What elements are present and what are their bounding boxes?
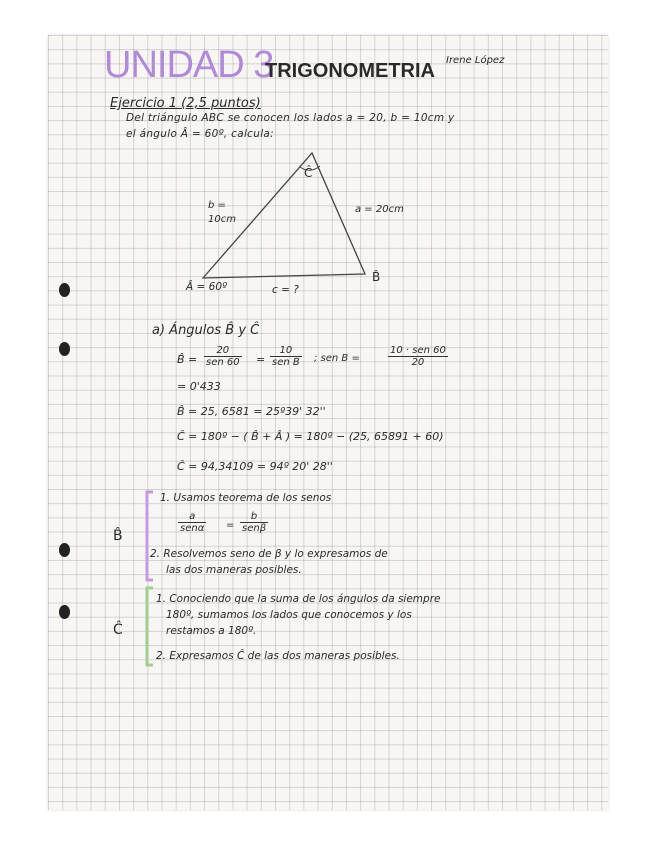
notes-b-step1: 1. Usamos teorema de los senos bbox=[160, 492, 332, 504]
unit-title: UNIDAD 3 bbox=[104, 44, 274, 86]
eq1-f1-den: sen 60 bbox=[206, 357, 240, 368]
author-name: Irene López bbox=[446, 55, 505, 66]
vertex-b-label: B̂ bbox=[372, 270, 381, 284]
eq1-f2-den: sen B̂ bbox=[272, 357, 300, 368]
eq5: Ĉ = 94,34109 = 94º 20' 28'' bbox=[177, 460, 333, 473]
side-b-label-2: 10cm bbox=[208, 214, 236, 225]
notes-c-step2: 2. Expresamos Ĉ de las dos maneras posibles. bbox=[156, 650, 400, 662]
vertex-a-label: Â = 60º bbox=[186, 281, 227, 293]
eq2: = 0'433 bbox=[177, 380, 221, 393]
notes-b-step2-line1: 2. Resolvemos seno de β y lo expresamos de bbox=[150, 548, 388, 560]
exercise-line-1: Del triángulo ABC se conocen los lados a = 20, b = 10cm y bbox=[126, 112, 455, 124]
eq4: Ĉ = 180º − ( B̂ + Â ) = 180º − (25, 65891 + 60) bbox=[177, 430, 444, 443]
notes-b-step2-line2: las dos maneras posibles. bbox=[166, 564, 302, 576]
eq1-f3-num: 10 · sen 60 bbox=[390, 345, 446, 356]
eq1-f1-num: 20 bbox=[204, 345, 242, 357]
eq1-right-lhs: ; sen B = bbox=[314, 353, 360, 364]
notes-b-f1-num: a bbox=[178, 511, 206, 523]
notes-b-frac-equals: = bbox=[226, 520, 235, 531]
notes-b-f2-den: senβ bbox=[242, 523, 267, 534]
eq3: B̂ = 25, 6581 = 25º39' 32'' bbox=[177, 405, 326, 418]
subject-title: TRIGONOMETRIA bbox=[265, 60, 435, 82]
side-a-label: a = 20cm bbox=[355, 204, 404, 215]
notes-b-f2-num: b bbox=[240, 511, 268, 523]
eq1-fraction-1 bbox=[204, 345, 242, 368]
eq1-fraction-2 bbox=[270, 345, 302, 368]
side-c-label: c = ? bbox=[272, 284, 299, 296]
notes-b-fraction-2 bbox=[240, 511, 268, 534]
notes-c-step1-line1: 1. Conociendo que la suma de los ángulos da siempre bbox=[156, 593, 441, 605]
eq1-lhs: B̂ = bbox=[177, 353, 198, 366]
part-a-heading: a) Ángulos B̂ y Ĉ bbox=[152, 323, 260, 338]
exercise-line-2: el ángulo Â = 60º, calcula: bbox=[126, 128, 274, 140]
notes-c-step1-line2: 180º, sumamos los lados que conocemos y los bbox=[166, 609, 412, 621]
notes-c-step1-line3: restamos a 180º. bbox=[166, 625, 257, 637]
notes-b-label: B̂ bbox=[113, 528, 123, 544]
eq1-equals: = bbox=[256, 353, 266, 366]
notes-b-f1-den: senα bbox=[180, 523, 205, 534]
vertex-c-label: Ĉ bbox=[304, 166, 313, 180]
exercise-title: Ejercicio 1 (2,5 puntos) bbox=[110, 96, 261, 111]
side-b-label-1: b = bbox=[208, 200, 226, 211]
notes-b-fraction-1 bbox=[178, 511, 206, 534]
notes-c-label: Ĉ bbox=[113, 622, 123, 638]
eq1-fraction-3 bbox=[388, 345, 448, 368]
eq1-f2-num: 10 bbox=[270, 345, 302, 357]
eq1-f3-den: 20 bbox=[411, 357, 425, 368]
